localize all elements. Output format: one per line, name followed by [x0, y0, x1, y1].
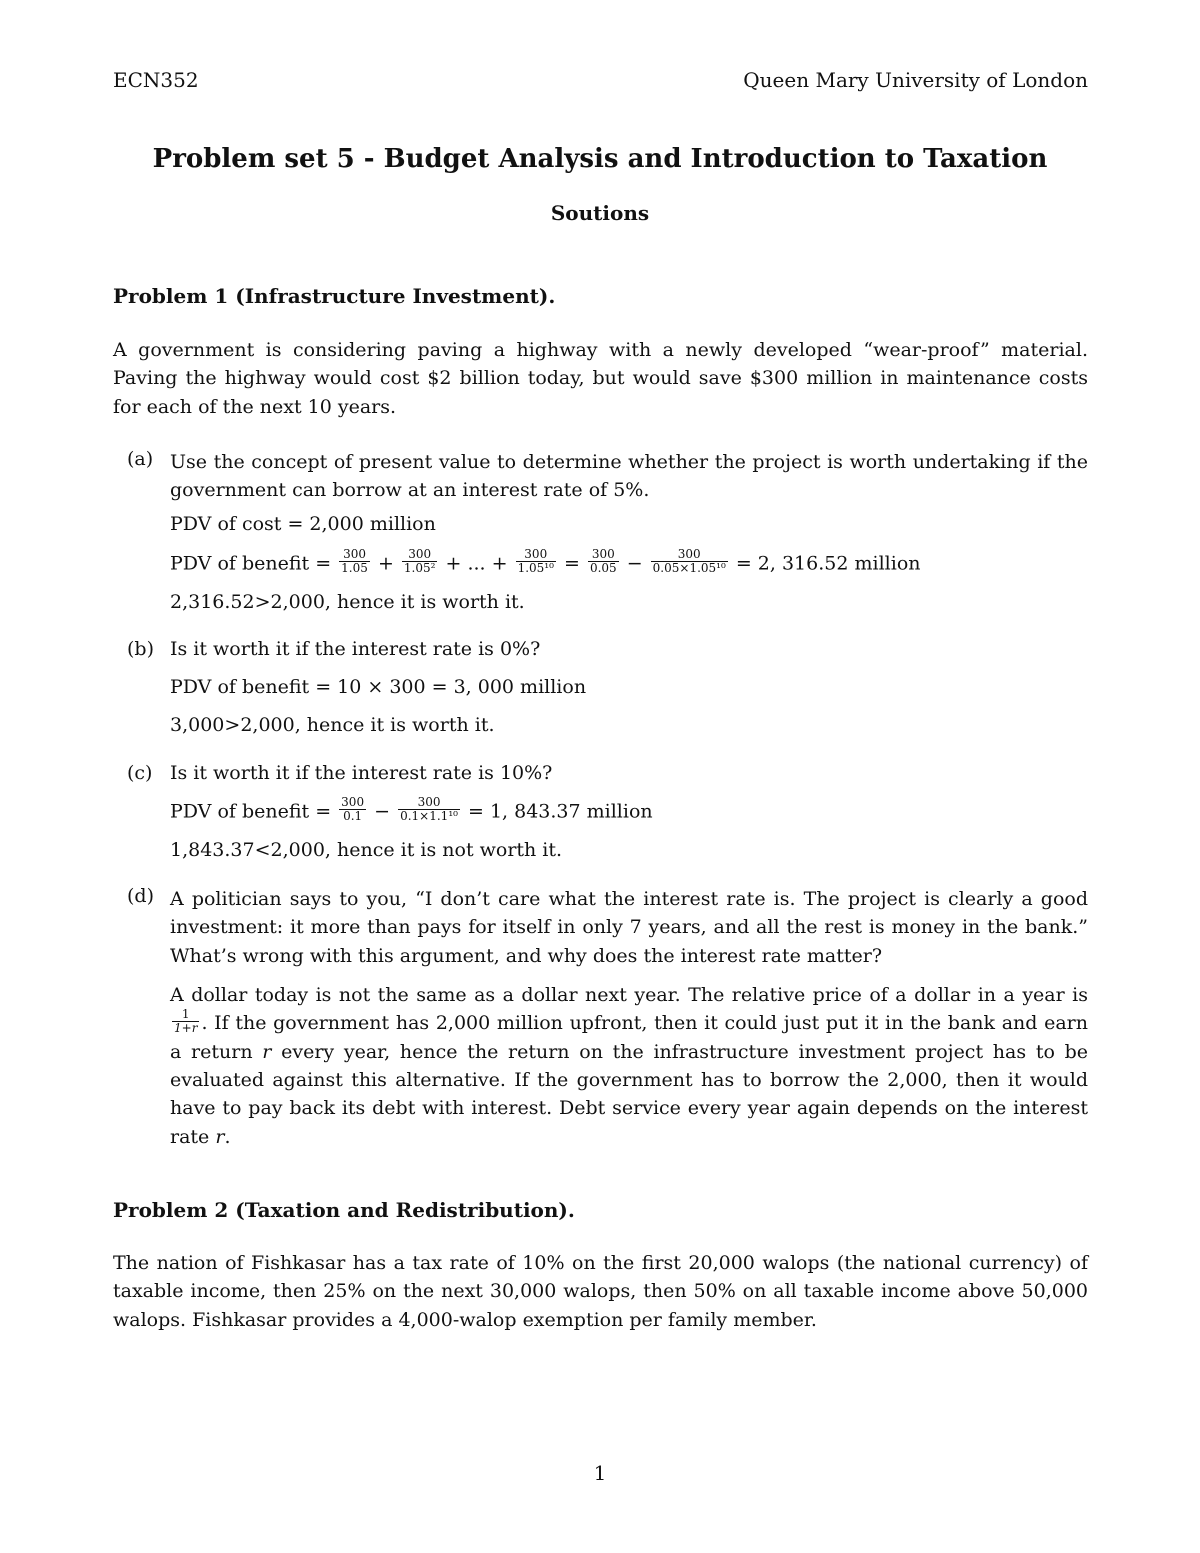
part-d-label: (d)	[127, 885, 154, 907]
benefit-result: = 2, 316.52 million	[735, 552, 921, 575]
operator: + ... +	[445, 552, 508, 575]
answer-text: A dollar today is not the same as a dollar next year. The relative price of a dollar in a year is	[170, 984, 1088, 1006]
part-b-label: (b)	[127, 638, 154, 660]
part-c-conclusion: 1,843.37<2,000, hence it is not worth it.	[170, 839, 563, 861]
fraction: $\frac{300}{\text{0.05×1.05¹⁰}}$	[652, 547, 726, 575]
fraction: $\frac{1}{1+r}$	[174, 1006, 198, 1035]
variable-r: r	[215, 1125, 225, 1148]
problem1-heading: Problem 1 (Infrastructure Investment).	[113, 284, 556, 308]
fraction: $\frac{300}{\text{0.1×1.1¹⁰}}$	[400, 795, 458, 823]
operator: −	[374, 800, 391, 823]
operator: =	[563, 552, 580, 575]
operator: +	[377, 552, 394, 575]
part-c-question: Is it worth it if the interest rate is 10%?	[170, 762, 553, 784]
part-b-question: Is it worth it if the interest rate is 0%?	[170, 638, 541, 660]
part-a-label: (a)	[127, 448, 154, 470]
part-d-question: A politician says to you, “I don’t care what the interest rate is. The project is clearly a good investment: it more than pays for itself in only 7 years, and all the rest is money in the bank.” What’s wrong with this argument, and why does the interest rate matter?	[170, 888, 1088, 967]
problem2-intro: The nation of Fishkasar has a tax rate of 10% on the first 20,000 walops (the national currency) of taxable income, then 25% on the next 30,000 walops, then 50% on all taxable income above 50,000 walops. Fishkasar provides a 4,000-walop exemption per family member.	[113, 1252, 1088, 1331]
part-c-benefit-formula	[170, 795, 653, 826]
part-a-cost: PDV of cost = 2,000 million	[170, 513, 436, 535]
course-code: ECN352	[113, 68, 199, 92]
part-b-benefit: PDV of benefit = 10 × 300 = 3, 000 million	[170, 676, 587, 698]
problem2-heading: Problem 2 (Taxation and Redistribution).	[113, 1198, 575, 1222]
fraction: $\frac{300}{0.05}$	[589, 547, 617, 575]
part-c-label: (c)	[127, 762, 153, 784]
part-d-answer	[170, 981, 1088, 1151]
page-number: 1	[593, 1461, 607, 1485]
institution-name: Queen Mary University of London	[743, 68, 1088, 92]
problem1-intro: A government is considering paving a highway with a newly developed “wear-proof” material. Paving the highway would cost $2 billion today, but would save $300 million in maintenance costs for each of the next 10 years.	[113, 339, 1088, 418]
page-subtitle: Soutions	[550, 201, 650, 225]
benefit-label: PDV of benefit =	[170, 552, 332, 575]
benefit-label: PDV of benefit =	[170, 800, 332, 823]
fraction: $\frac{300}{0.1}$	[341, 795, 365, 823]
answer-text: every year, hence the return on the infrastructure investment project has to be evaluated against this alternative. If the government has to borrow the 2,000, then it would have to pay back its debt with interest. Debt service every year again depends on the interest rate	[170, 1040, 1089, 1148]
part-a-benefit-formula	[170, 547, 921, 578]
fraction: $\frac{300}{1.05}$	[341, 547, 368, 575]
page-title: Problem set 5 - Budget Analysis and Introduction to Taxation	[152, 144, 1048, 174]
benefit-result: = 1, 843.37 million	[467, 800, 653, 823]
part-b-conclusion: 3,000>2,000, hence it is worth it.	[170, 714, 495, 736]
operator: −	[626, 552, 643, 575]
answer-text: .	[224, 1125, 231, 1148]
fraction: $\frac{300}{\text{1.05²}}$	[403, 547, 436, 575]
part-a-question: Use the concept of present value to determine whether the project is worth undertaking if the government can borrow at an interest rate of 5%.	[170, 451, 1088, 502]
fraction: $\frac{300}{\text{1.05¹⁰}}$	[517, 547, 554, 575]
variable-r: r	[262, 1040, 272, 1063]
answer-text: . If the government has 2,000 million upfront, then it could just put it in the bank and earn a return	[170, 1012, 1088, 1063]
part-a-conclusion: 2,316.52>2,000, hence it is worth it.	[170, 591, 525, 613]
